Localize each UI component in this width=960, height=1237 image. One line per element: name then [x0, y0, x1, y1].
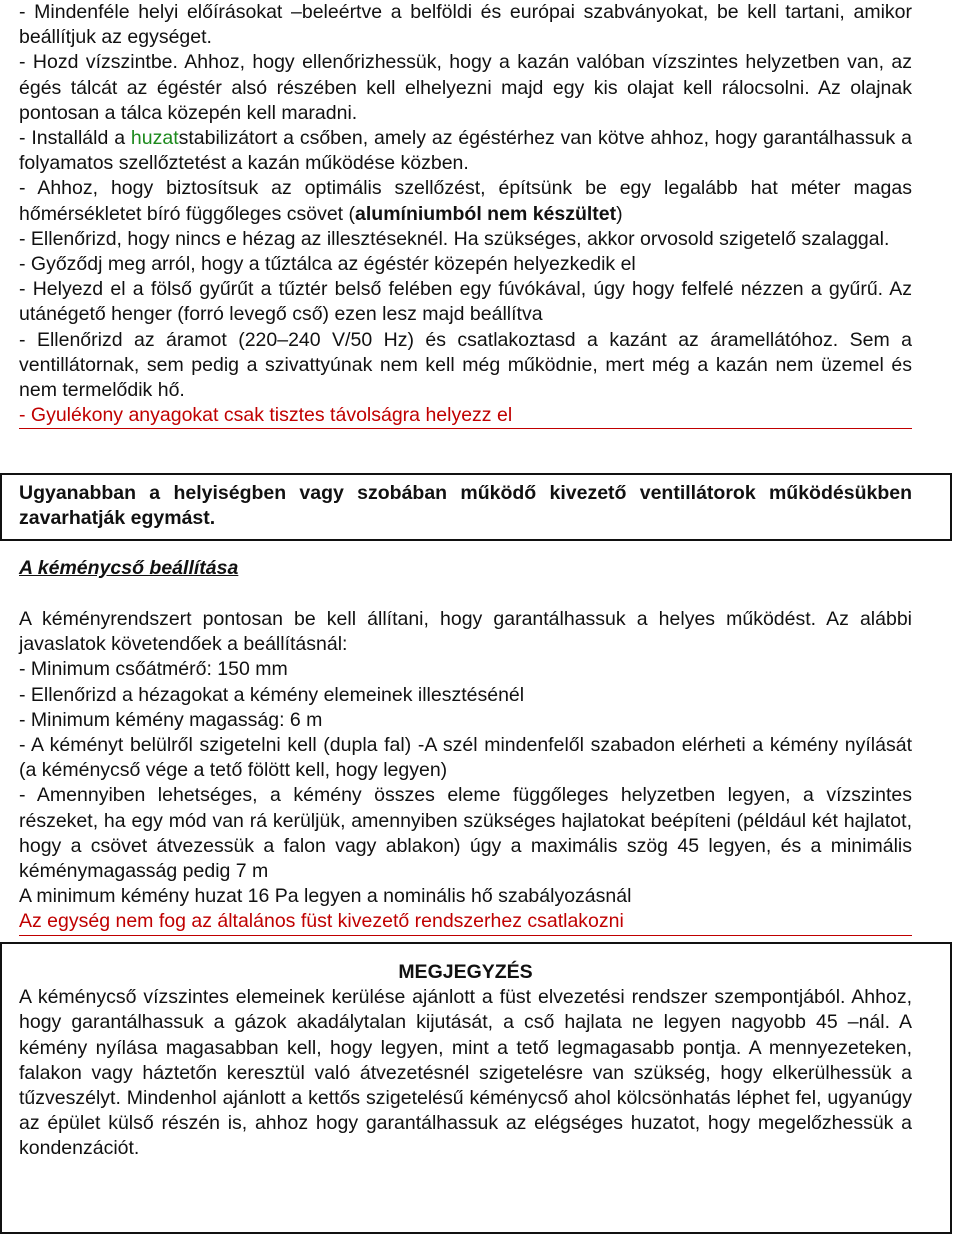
chimney-item-height: - Minimum kémény magasság: 6 m	[19, 708, 323, 731]
note-title: MEGJEGYZÉS	[398, 961, 533, 983]
highlight-word: huzat	[130, 127, 179, 150]
chimney-item-diameter: - Minimum csőátmérő: 150 mm	[19, 658, 288, 681]
bold-phrase: alumíniumból nem készültet	[355, 202, 617, 225]
chimney-item-insulation: - A kéményt belülről szigetelni kell (dupla fal) -A szél mindenfelől szabadon elérheti a kémény nyílását (a kéménycső vége a tető fölött kell, hogy legyen)	[19, 734, 912, 782]
note-box-content	[19, 960, 912, 1162]
chimney-item-vertical: - Amennyiben lehetséges, a kémény összes eleme függőleges helyzetben legyen, a vízszintes részeket, ha egy mód van rá kerüljük, amennyiben szükséges hajlatokat beépíteni (például két hajlatot, hogy a csövet átvezessük a falon vagy ablakon) úgy a maximális szög 45 legyen, és a minimális kéménymagasság pedig 7 m	[19, 784, 912, 883]
chimney-intro: A kéményrendszert pontosan be kell állítani, hogy garantálhassuk a helyes működést. Az alábbi javaslatok követendőek a beállításnál:	[19, 608, 912, 656]
paragraph-draught-stabilizer: - Installáld a huzatstabilizátort a csőben, amely az égéstérhez van kötve ahhoz, hogy garantálhassuk a folyamatos szellőztetést a kazán működése közben.	[19, 127, 912, 175]
paragraph-fire-tray: - Győződj meg arról, hogy a tűztálca az égéstér közepén helyezkedik el	[19, 253, 636, 276]
paragraph-power: - Ellenőrizd az áramot (220–240 V/50 Hz) és csatlakoztasd a kazánt az áramellátóhoz. Sem a ventillátornak, sem pedig a szivattyúnak nem kell még működnie, mert még a kazán nem üzemel és nem termelődik hő.	[19, 328, 912, 402]
paragraph-upper-ring: - Helyezd el a fölső gyűrűt a tűztér belső felében egy fúvókával, úgy hogy felfelé nézzen a gyűrű. Az utánégető henger (forró levegő cső) ezen lesz majd beállítva	[19, 278, 912, 326]
note-text: A kéménycső vízszintes elemeinek kerülése ajánlott a füst elvezetési rendszer szempontjából. Ahhoz, hogy garantálhassuk a gázok akadálytalan kijutását, a cső hajlata ne legyen nagyobb 45 –nál. A kémény nyílása magasabban kell, hogy legyen, mint a tető legmagasabb pontja. A mennyezeteken, falakon vagy háztetőn keresztül való átvezetésnél szigetelésre van szükség, hogy elkerülhessük a tűzveszélyt. Mindenhol ajánlott a kettős szigetelésű kéménycső ahol kölcsönhatás léphet fel, ugyanúgy az épület külső részén is, ahhoz hogy garantálhassuk az elégséges huzatot, hogy megelőzhessük a kondenzációt.	[19, 986, 912, 1160]
chimney-warning: Az egység nem fog az általános füst kivezető rendszerhez csatlakozni	[19, 909, 912, 935]
section-title: A kéménycső beállítása	[19, 557, 239, 579]
chimney-item-joints: - Ellenőrizd a hézagokat a kémény elemeinek illesztésénél	[19, 683, 525, 706]
paragraph-leveling: - Hozd vízszintbe. Ahhoz, hogy ellenőrizhessük, hogy a kazán valóban vízszintes helyzetben van, az égés tálcát az égéstér alsó részében kell elhelyezni majd egy kis olajat kell rálocsolni. Az olajnak pontosan a tálca közepén kell maradni.	[19, 51, 912, 124]
chimney-draught: A minimum kémény huzat 16 Pa legyen a nominális hő szabályozásnál	[19, 885, 632, 908]
paragraph-check-gaps: - Ellenőrizd, hogy nincs e hézag az illesztéseknél. Ha szükséges, akkor orvosold szigetelő szalaggal.	[19, 227, 890, 250]
paragraph-flammable-warning: - Gyulékony anyagokat csak tisztes távolságra helyezz el	[19, 403, 912, 429]
warning-box-text: Ugyanabban a helyiségben vagy szobában működő kivezető ventillátorok működésükben zavarhatják egymást.	[19, 482, 912, 530]
paragraph-vertical-pipe: - Ahhoz, hogy biztosítsuk az optimális szellőzést, építsünk be egy legalább hat méter magas hőmérsékletet bíró függőleges csövet (alumíniumból nem készültet)	[19, 177, 912, 225]
paragraph-regulations: - Mindenféle helyi előírásokat –beleértve a belföldi és európai szabványokat, be kell tartani, amikor beállítjuk az egységet.	[19, 1, 912, 49]
chimney-settings-section	[19, 607, 912, 936]
document-top-section	[19, 0, 912, 429]
